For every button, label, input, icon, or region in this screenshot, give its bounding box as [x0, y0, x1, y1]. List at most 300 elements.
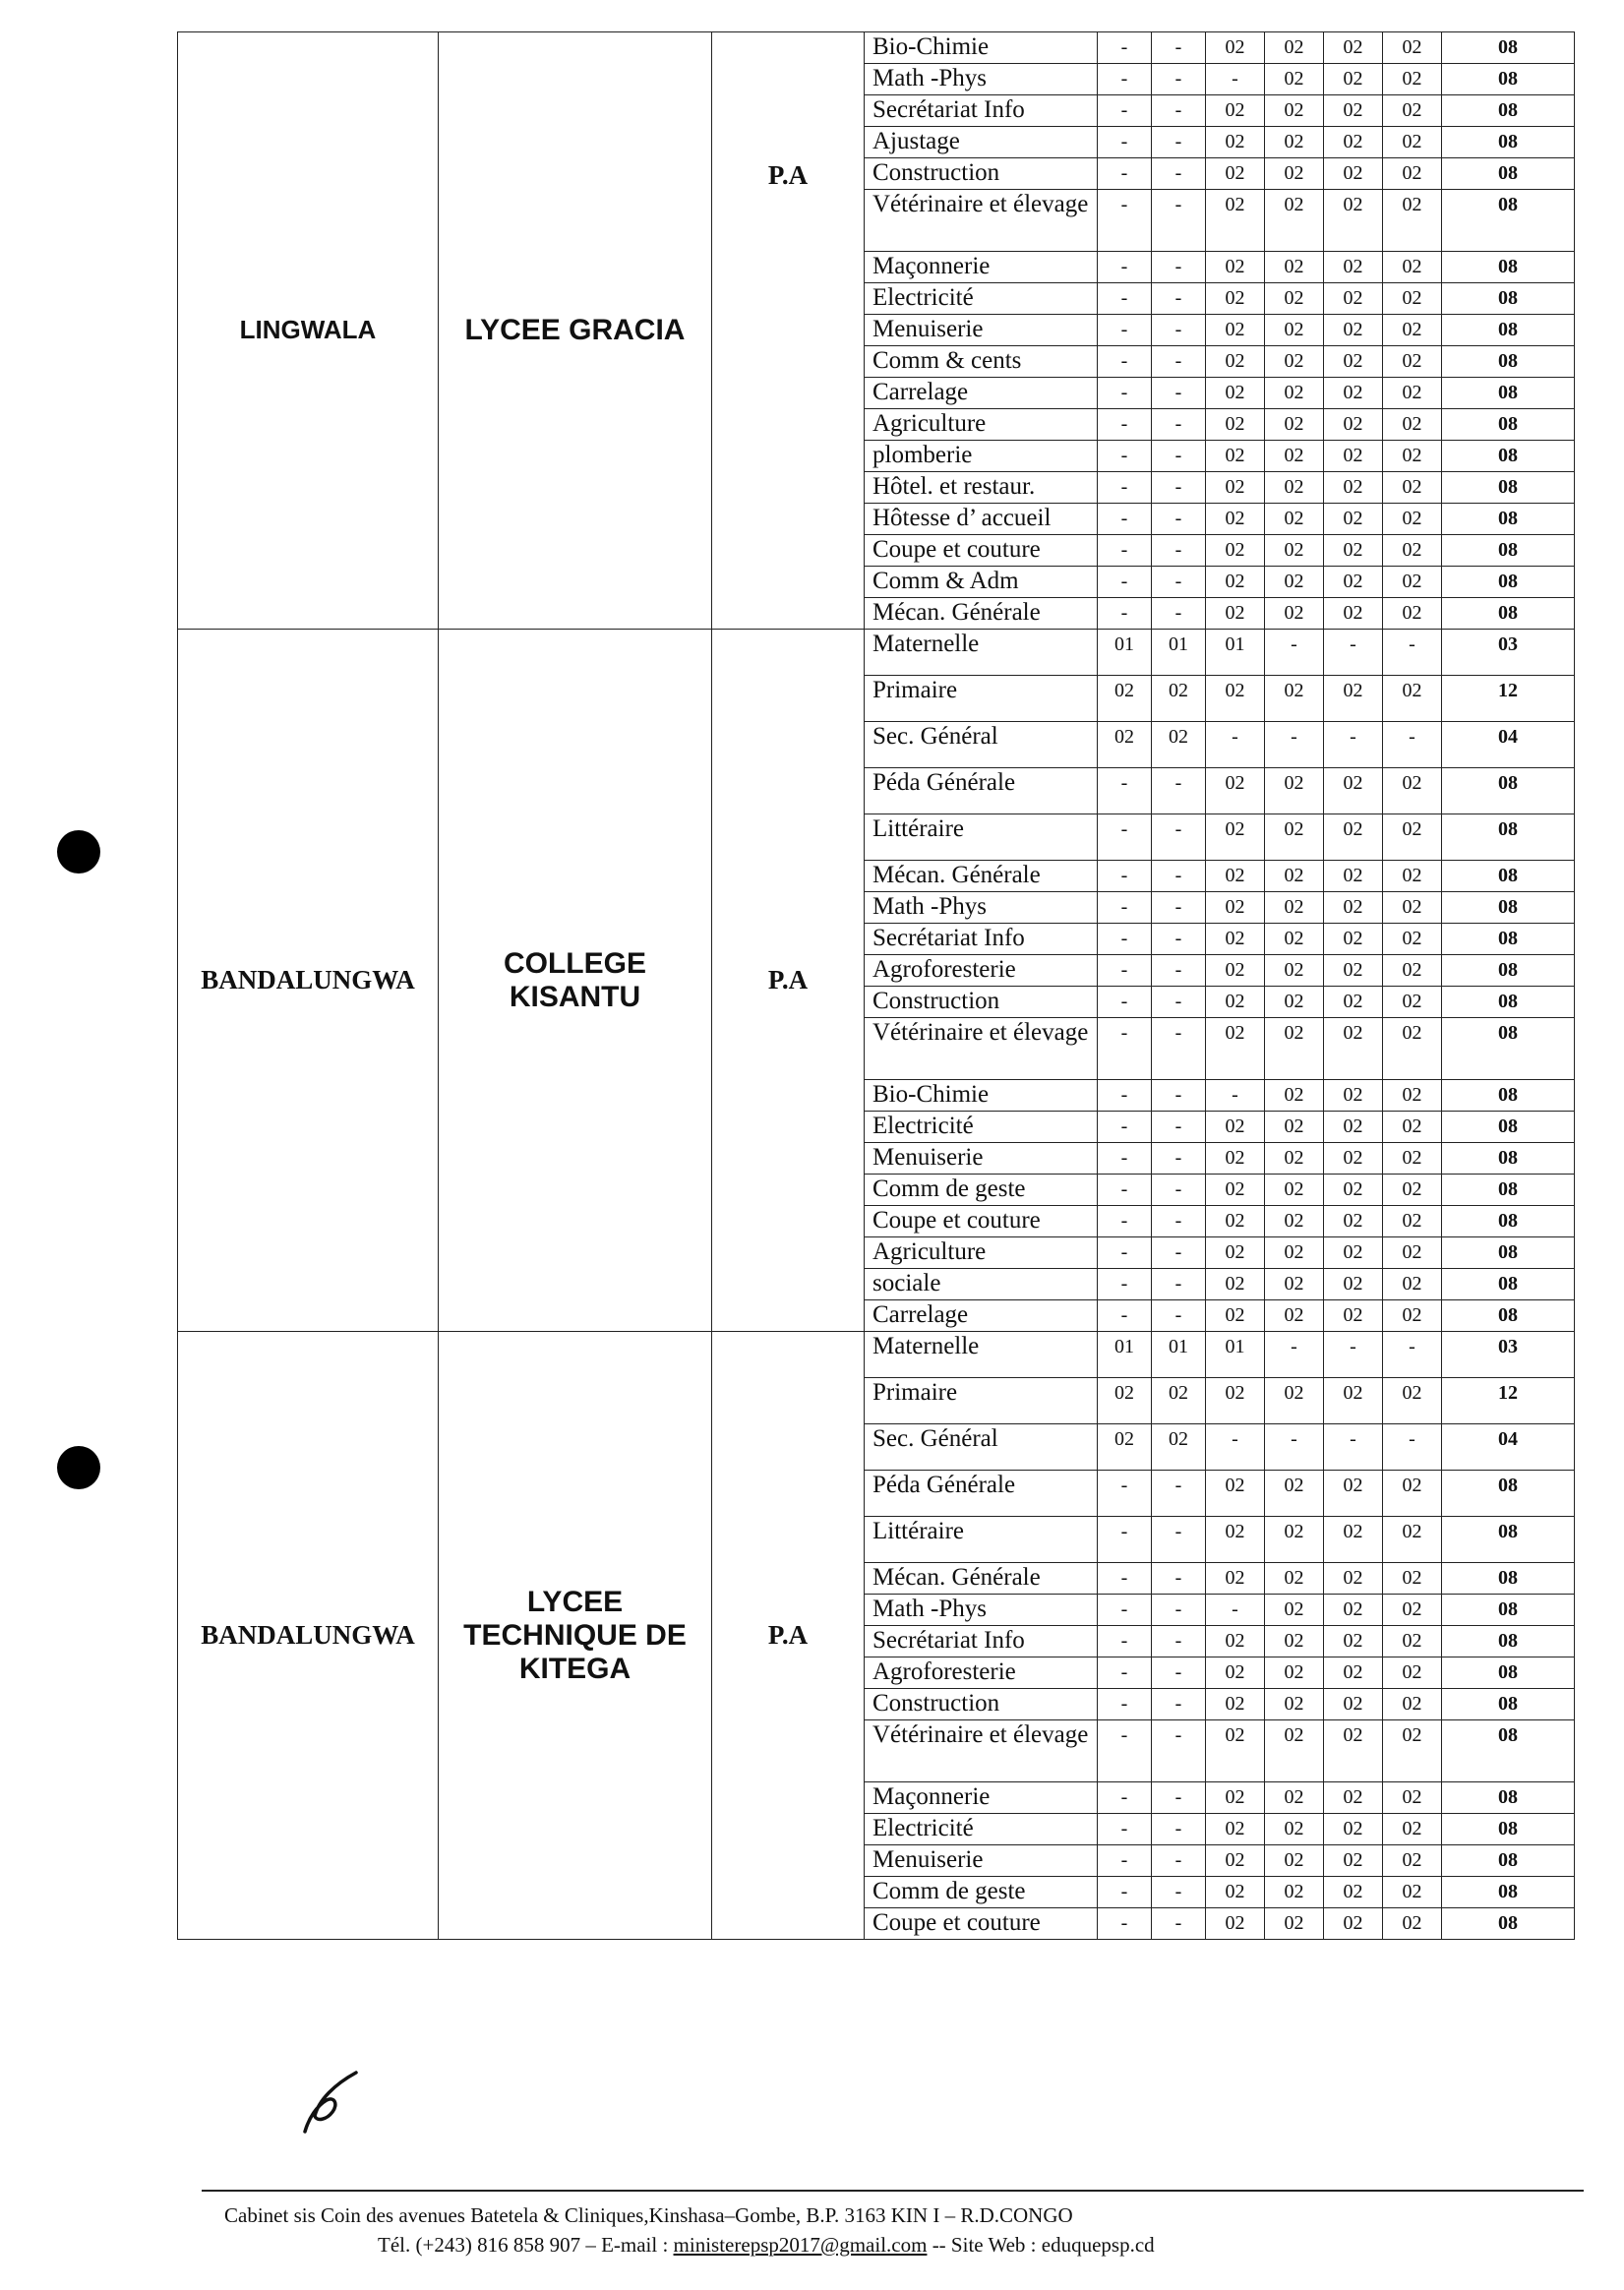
- count-cell: 02: [1383, 158, 1442, 190]
- school-cell: [439, 630, 712, 1332]
- count-cell: 02: [1324, 676, 1383, 722]
- count-cell: 02: [1324, 1720, 1383, 1782]
- count-cell: 02: [1324, 1300, 1383, 1332]
- count-cell: -: [1152, 768, 1206, 814]
- count-cell: 02: [1383, 283, 1442, 315]
- count-cell: 02: [1206, 1517, 1265, 1563]
- option-cell: Littéraire: [865, 1517, 1098, 1563]
- count-cell: 02: [1383, 504, 1442, 535]
- total-cell: 08: [1442, 1563, 1575, 1595]
- count-cell: -: [1152, 127, 1206, 158]
- count-cell: -: [1152, 1269, 1206, 1300]
- count-cell: 02: [1383, 924, 1442, 955]
- count-cell: 02: [1383, 1112, 1442, 1143]
- count-cell: 02: [1324, 441, 1383, 472]
- total-cell: 08: [1442, 955, 1575, 987]
- count-cell: 02: [1265, 1175, 1324, 1206]
- count-cell: -: [1152, 1657, 1206, 1689]
- count-cell: -: [1098, 1782, 1152, 1814]
- total-cell: 08: [1442, 32, 1575, 64]
- count-cell: 02: [1324, 1018, 1383, 1080]
- count-cell: 02: [1206, 252, 1265, 283]
- count-cell: 02: [1383, 1814, 1442, 1845]
- total-cell: 08: [1442, 472, 1575, 504]
- count-cell: 02: [1206, 127, 1265, 158]
- count-cell: 02: [1383, 32, 1442, 64]
- total-cell: 08: [1442, 190, 1575, 252]
- option-cell: Construction: [865, 158, 1098, 190]
- count-cell: 02: [1265, 1782, 1324, 1814]
- total-cell: 08: [1442, 1877, 1575, 1908]
- count-cell: 02: [1324, 1782, 1383, 1814]
- count-cell: 02: [1265, 1845, 1324, 1877]
- option-cell: Sec. Général: [865, 722, 1098, 768]
- count-cell: 02: [1265, 768, 1324, 814]
- total-cell: 03: [1442, 1332, 1575, 1378]
- count-cell: -: [1098, 504, 1152, 535]
- total-cell: 08: [1442, 1908, 1575, 1940]
- count-cell: 02: [1152, 1378, 1206, 1424]
- count-cell: 02: [1383, 567, 1442, 598]
- count-cell: 02: [1265, 924, 1324, 955]
- count-cell: -: [1152, 1689, 1206, 1720]
- count-cell: -: [1152, 378, 1206, 409]
- count-cell: 02: [1324, 472, 1383, 504]
- count-cell: 02: [1383, 315, 1442, 346]
- count-cell: -: [1324, 722, 1383, 768]
- footer-rule: [202, 2190, 1584, 2192]
- option-cell: Math -Phys: [865, 64, 1098, 95]
- count-cell: 02: [1383, 1237, 1442, 1269]
- option-cell: Hôtel. et restaur.: [865, 472, 1098, 504]
- total-cell: 08: [1442, 814, 1575, 861]
- count-cell: -: [1324, 1424, 1383, 1471]
- count-cell: 02: [1324, 32, 1383, 64]
- count-cell: -: [1098, 768, 1152, 814]
- total-cell: 08: [1442, 283, 1575, 315]
- count-cell: 02: [1324, 158, 1383, 190]
- count-cell: 02: [1265, 283, 1324, 315]
- option-cell: Electricité: [865, 283, 1098, 315]
- total-cell: 08: [1442, 1689, 1575, 1720]
- count-cell: 02: [1265, 1877, 1324, 1908]
- school-name: COLLEGE KISANTU: [503, 946, 646, 1013]
- count-cell: -: [1152, 1018, 1206, 1080]
- total-cell: 08: [1442, 987, 1575, 1018]
- count-cell: 02: [1383, 861, 1442, 892]
- option-cell: Menuiserie: [865, 1143, 1098, 1175]
- count-cell: -: [1098, 472, 1152, 504]
- count-cell: 02: [1206, 1626, 1265, 1657]
- total-cell: 08: [1442, 1269, 1575, 1300]
- count-cell: 02: [1098, 1424, 1152, 1471]
- count-cell: 02: [1206, 1877, 1265, 1908]
- count-cell: -: [1098, 1112, 1152, 1143]
- count-cell: -: [1265, 722, 1324, 768]
- count-cell: 01: [1152, 630, 1206, 676]
- option-cell: Agriculture: [865, 1237, 1098, 1269]
- total-cell: 08: [1442, 1657, 1575, 1689]
- count-cell: 02: [1383, 1720, 1442, 1782]
- count-cell: 02: [1265, 1143, 1324, 1175]
- total-cell: 08: [1442, 346, 1575, 378]
- regime-cell: [712, 32, 865, 630]
- count-cell: 02: [1265, 535, 1324, 567]
- count-cell: -: [1152, 1300, 1206, 1332]
- count-cell: -: [1098, 567, 1152, 598]
- count-cell: 02: [1324, 1689, 1383, 1720]
- count-cell: -: [1152, 1595, 1206, 1626]
- commune-cell: [178, 1332, 439, 1940]
- option-cell: Littéraire: [865, 814, 1098, 861]
- count-cell: 02: [1206, 567, 1265, 598]
- option-cell: Mécan. Générale: [865, 1563, 1098, 1595]
- table-row: [178, 630, 1575, 676]
- count-cell: 02: [1206, 504, 1265, 535]
- option-cell: Primaire: [865, 1378, 1098, 1424]
- count-cell: 02: [1265, 1657, 1324, 1689]
- count-cell: 02: [1265, 1206, 1324, 1237]
- total-cell: 08: [1442, 1112, 1575, 1143]
- option-cell: Secrétariat Info: [865, 1626, 1098, 1657]
- count-cell: 02: [1206, 1112, 1265, 1143]
- count-cell: 01: [1098, 1332, 1152, 1378]
- count-cell: -: [1098, 1018, 1152, 1080]
- total-cell: 08: [1442, 64, 1575, 95]
- count-cell: 02: [1098, 722, 1152, 768]
- total-cell: 08: [1442, 127, 1575, 158]
- count-cell: 02: [1324, 1237, 1383, 1269]
- footer-address: Cabinet sis Coin des avenues Batetela & Cliniques,Kinshasa–Gombe, B.P. 3163 KIN I – R.D.CONGO: [224, 2203, 1073, 2227]
- count-cell: 02: [1265, 64, 1324, 95]
- count-cell: 02: [1383, 1175, 1442, 1206]
- count-cell: 02: [1265, 409, 1324, 441]
- option-cell: Mécan. Générale: [865, 598, 1098, 630]
- count-cell: -: [1152, 1782, 1206, 1814]
- count-cell: -: [1098, 190, 1152, 252]
- count-cell: 02: [1324, 378, 1383, 409]
- count-cell: -: [1152, 472, 1206, 504]
- option-cell: Comm de geste: [865, 1877, 1098, 1908]
- count-cell: 02: [1206, 1563, 1265, 1595]
- total-cell: 08: [1442, 861, 1575, 892]
- count-cell: -: [1098, 1845, 1152, 1877]
- count-cell: 01: [1206, 630, 1265, 676]
- total-cell: 08: [1442, 409, 1575, 441]
- count-cell: 02: [1383, 1269, 1442, 1300]
- count-cell: 02: [1383, 95, 1442, 127]
- count-cell: 02: [1206, 1471, 1265, 1517]
- option-cell: Math -Phys: [865, 1595, 1098, 1626]
- count-cell: -: [1152, 861, 1206, 892]
- count-cell: 02: [1324, 1563, 1383, 1595]
- option-cell: plomberie: [865, 441, 1098, 472]
- count-cell: 02: [1265, 1080, 1324, 1112]
- option-cell: Secrétariat Info: [865, 924, 1098, 955]
- count-cell: 02: [1098, 676, 1152, 722]
- total-cell: 12: [1442, 1378, 1575, 1424]
- count-cell: 02: [1324, 1877, 1383, 1908]
- count-cell: 02: [1383, 346, 1442, 378]
- count-cell: -: [1098, 1877, 1152, 1908]
- count-cell: 02: [1324, 1814, 1383, 1845]
- count-cell: -: [1098, 1237, 1152, 1269]
- count-cell: -: [1098, 814, 1152, 861]
- count-cell: 02: [1383, 64, 1442, 95]
- count-cell: 02: [1265, 127, 1324, 158]
- count-cell: -: [1152, 955, 1206, 987]
- count-cell: 02: [1265, 346, 1324, 378]
- option-cell: Math -Phys: [865, 892, 1098, 924]
- count-cell: 02: [1265, 567, 1324, 598]
- count-cell: 02: [1265, 1237, 1324, 1269]
- count-cell: -: [1152, 346, 1206, 378]
- option-cell: Vétérinaire et élevage: [865, 1018, 1098, 1080]
- option-cell: Maçonnerie: [865, 252, 1098, 283]
- count-cell: 02: [1265, 598, 1324, 630]
- count-cell: -: [1098, 924, 1152, 955]
- count-cell: 02: [1206, 598, 1265, 630]
- count-cell: -: [1152, 598, 1206, 630]
- count-cell: -: [1152, 64, 1206, 95]
- count-cell: -: [1152, 1877, 1206, 1908]
- count-cell: 02: [1206, 1206, 1265, 1237]
- count-cell: -: [1098, 315, 1152, 346]
- count-cell: 02: [1206, 1908, 1265, 1940]
- count-cell: -: [1152, 441, 1206, 472]
- count-cell: -: [1152, 1720, 1206, 1782]
- count-cell: 02: [1265, 861, 1324, 892]
- count-cell: -: [1324, 1332, 1383, 1378]
- total-cell: 08: [1442, 252, 1575, 283]
- count-cell: -: [1098, 1720, 1152, 1782]
- count-cell: 02: [1265, 32, 1324, 64]
- count-cell: 02: [1324, 409, 1383, 441]
- count-cell: 02: [1206, 955, 1265, 987]
- count-cell: 02: [1206, 1845, 1265, 1877]
- count-cell: 02: [1324, 1378, 1383, 1424]
- count-cell: -: [1098, 1595, 1152, 1626]
- count-cell: 02: [1265, 190, 1324, 252]
- count-cell: 02: [1152, 722, 1206, 768]
- total-cell: 08: [1442, 504, 1575, 535]
- count-cell: -: [1152, 1908, 1206, 1940]
- total-cell: 08: [1442, 1814, 1575, 1845]
- total-cell: 08: [1442, 158, 1575, 190]
- count-cell: 02: [1206, 768, 1265, 814]
- count-cell: 02: [1206, 1237, 1265, 1269]
- count-cell: 02: [1324, 1471, 1383, 1517]
- commune-name: BANDALUNGWA: [201, 964, 415, 994]
- count-cell: 02: [1383, 676, 1442, 722]
- count-cell: -: [1206, 1424, 1265, 1471]
- count-cell: -: [1098, 1563, 1152, 1595]
- count-cell: -: [1152, 1112, 1206, 1143]
- count-cell: 02: [1206, 1814, 1265, 1845]
- count-cell: -: [1152, 190, 1206, 252]
- count-cell: -: [1152, 892, 1206, 924]
- count-cell: -: [1098, 441, 1152, 472]
- count-cell: 02: [1383, 378, 1442, 409]
- count-cell: 02: [1383, 1563, 1442, 1595]
- count-cell: -: [1098, 1143, 1152, 1175]
- count-cell: 02: [1383, 892, 1442, 924]
- count-cell: 02: [1383, 190, 1442, 252]
- count-cell: 01: [1152, 1332, 1206, 1378]
- option-cell: Agroforesterie: [865, 955, 1098, 987]
- option-cell: Ajustage: [865, 127, 1098, 158]
- option-cell: Coupe et couture: [865, 1908, 1098, 1940]
- option-cell: Carrelage: [865, 1300, 1098, 1332]
- option-cell: Vétérinaire et élevage: [865, 1720, 1098, 1782]
- total-cell: 08: [1442, 378, 1575, 409]
- count-cell: 02: [1206, 441, 1265, 472]
- count-cell: 02: [1383, 1080, 1442, 1112]
- footer-contact: [378, 2233, 1155, 2258]
- count-cell: 02: [1383, 814, 1442, 861]
- count-cell: -: [1098, 861, 1152, 892]
- count-cell: 02: [1324, 861, 1383, 892]
- total-cell: 04: [1442, 722, 1575, 768]
- count-cell: 02: [1383, 1908, 1442, 1940]
- punch-hole: [57, 1446, 100, 1489]
- table-body: [178, 32, 1575, 1940]
- count-cell: 02: [1324, 1143, 1383, 1175]
- total-cell: 08: [1442, 1080, 1575, 1112]
- count-cell: 02: [1206, 158, 1265, 190]
- count-cell: 02: [1324, 283, 1383, 315]
- count-cell: 02: [1206, 1689, 1265, 1720]
- count-cell: 02: [1206, 1720, 1265, 1782]
- option-cell: Primaire: [865, 676, 1098, 722]
- school-name: LYCEE TECHNIQUE DE KITEGA: [463, 1585, 687, 1685]
- count-cell: 02: [1206, 1018, 1265, 1080]
- count-cell: 02: [1265, 1269, 1324, 1300]
- total-cell: 08: [1442, 1143, 1575, 1175]
- footer-website: -- Site Web : eduquepsp.cd: [927, 2233, 1155, 2257]
- count-cell: 02: [1265, 504, 1324, 535]
- option-cell: Maternelle: [865, 1332, 1098, 1378]
- count-cell: -: [1098, 95, 1152, 127]
- count-cell: -: [1206, 722, 1265, 768]
- total-cell: 08: [1442, 1595, 1575, 1626]
- count-cell: 02: [1383, 409, 1442, 441]
- total-cell: 08: [1442, 1300, 1575, 1332]
- total-cell: 08: [1442, 1018, 1575, 1080]
- count-cell: 02: [1206, 95, 1265, 127]
- count-cell: -: [1152, 409, 1206, 441]
- count-cell: 02: [1383, 1018, 1442, 1080]
- total-cell: 08: [1442, 441, 1575, 472]
- total-cell: 08: [1442, 1237, 1575, 1269]
- count-cell: 02: [1383, 598, 1442, 630]
- total-cell: 08: [1442, 1517, 1575, 1563]
- count-cell: 02: [1324, 1845, 1383, 1877]
- count-cell: -: [1098, 1814, 1152, 1845]
- count-cell: 02: [1265, 1814, 1324, 1845]
- footer-email-link[interactable]: ministerepsp2017@gmail.com: [673, 2233, 928, 2257]
- count-cell: -: [1152, 504, 1206, 535]
- count-cell: -: [1152, 1626, 1206, 1657]
- total-cell: 08: [1442, 567, 1575, 598]
- count-cell: 02: [1206, 892, 1265, 924]
- count-cell: 02: [1206, 283, 1265, 315]
- count-cell: 02: [1265, 1908, 1324, 1940]
- count-cell: -: [1098, 1175, 1152, 1206]
- option-cell: Bio-Chimie: [865, 32, 1098, 64]
- punch-hole: [57, 830, 100, 874]
- footer-phone: Tél. (+243) 816 858 907 – E-mail :: [378, 2233, 674, 2257]
- count-cell: -: [1098, 1206, 1152, 1237]
- option-cell: Menuiserie: [865, 1845, 1098, 1877]
- count-cell: 02: [1265, 1112, 1324, 1143]
- count-cell: 02: [1383, 1471, 1442, 1517]
- count-cell: 01: [1098, 630, 1152, 676]
- count-cell: 02: [1206, 676, 1265, 722]
- count-cell: -: [1098, 598, 1152, 630]
- count-cell: 02: [1206, 1175, 1265, 1206]
- total-cell: 08: [1442, 924, 1575, 955]
- commune-cell: [178, 630, 439, 1332]
- count-cell: 02: [1383, 472, 1442, 504]
- count-cell: 02: [1206, 32, 1265, 64]
- count-cell: 02: [1206, 1300, 1265, 1332]
- count-cell: -: [1152, 535, 1206, 567]
- count-cell: -: [1265, 1424, 1324, 1471]
- count-cell: 02: [1098, 1378, 1152, 1424]
- count-cell: -: [1152, 95, 1206, 127]
- option-cell: Electricité: [865, 1112, 1098, 1143]
- count-cell: 02: [1383, 768, 1442, 814]
- count-cell: 02: [1324, 1206, 1383, 1237]
- count-cell: -: [1206, 1080, 1265, 1112]
- count-cell: 02: [1324, 924, 1383, 955]
- count-cell: 02: [1265, 1595, 1324, 1626]
- count-cell: -: [1152, 814, 1206, 861]
- count-cell: 02: [1383, 1300, 1442, 1332]
- count-cell: -: [1152, 283, 1206, 315]
- count-cell: -: [1152, 1237, 1206, 1269]
- count-cell: 02: [1383, 1517, 1442, 1563]
- option-cell: Agriculture: [865, 409, 1098, 441]
- option-cell: Comm de geste: [865, 1175, 1098, 1206]
- count-cell: 02: [1265, 892, 1324, 924]
- count-cell: 02: [1206, 190, 1265, 252]
- count-cell: 02: [1265, 315, 1324, 346]
- count-cell: 02: [1383, 955, 1442, 987]
- count-cell: 02: [1324, 567, 1383, 598]
- option-cell: Mécan. Générale: [865, 861, 1098, 892]
- count-cell: 02: [1265, 1563, 1324, 1595]
- count-cell: 02: [1324, 955, 1383, 987]
- count-cell: -: [1098, 32, 1152, 64]
- count-cell: 02: [1324, 768, 1383, 814]
- count-cell: 02: [1265, 95, 1324, 127]
- count-cell: -: [1152, 1175, 1206, 1206]
- count-cell: 02: [1324, 1908, 1383, 1940]
- commune-cell: [178, 32, 439, 630]
- school-name: LYCEE GRACIA: [464, 314, 686, 346]
- count-cell: -: [1152, 158, 1206, 190]
- count-cell: 02: [1324, 1269, 1383, 1300]
- count-cell: -: [1098, 346, 1152, 378]
- count-cell: -: [1098, 283, 1152, 315]
- total-cell: 08: [1442, 95, 1575, 127]
- count-cell: 02: [1206, 814, 1265, 861]
- count-cell: 02: [1324, 892, 1383, 924]
- count-cell: -: [1206, 64, 1265, 95]
- count-cell: -: [1152, 1563, 1206, 1595]
